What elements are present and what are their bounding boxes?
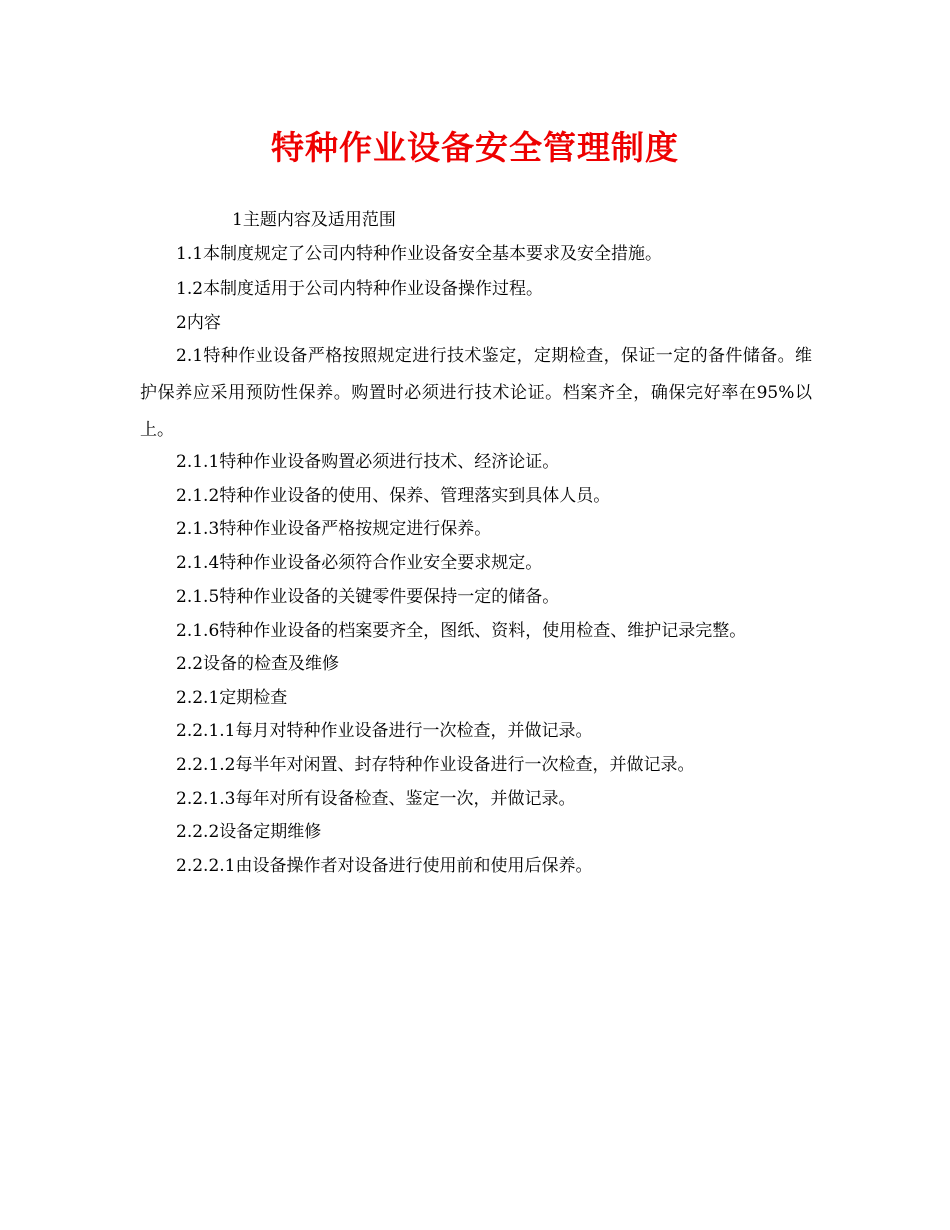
paragraph: 2.1.1特种作业设备购置必须进行技术、经济论证。 bbox=[176, 452, 560, 472]
paragraph: 1.1本制度规定了公司内特种作业设备安全基本要求及安全措施。 bbox=[176, 244, 663, 264]
paragraph: 2.2.1.3每年对所有设备检查、鉴定一次，并做记录。 bbox=[176, 789, 576, 809]
paragraph: 1.2本制度适用于公司内特种作业设备操作过程。 bbox=[176, 279, 544, 299]
paragraph: 2.2.2.1由设备操作者对设备进行使用前和使用后保养。 bbox=[176, 856, 593, 876]
document-title: 特种作业设备安全管理制度 bbox=[271, 128, 679, 167]
paragraph: 2.1.2特种作业设备的使用、保养、管理落实到具体人员。 bbox=[176, 486, 611, 506]
section-heading: 2.2设备的检查及维修 bbox=[176, 654, 340, 674]
paragraph: 2.1.6特种作业设备的档案要齐全，图纸、资料，使用检查、维护记录完整。 bbox=[176, 621, 747, 641]
paragraph: 2.1特种作业设备严格按照规定进行技术鉴定，定期检查，保证一定的备件储备。维护保养应采用预防性保养。购置时必须进行技术论证。档案齐全，确保完好率在95%以上。 bbox=[140, 346, 812, 440]
section-heading: 2内容 bbox=[176, 313, 221, 333]
section-heading: 1主题内容及适用范围 bbox=[232, 210, 396, 230]
paragraph: 2.2.1.1每月对特种作业设备进行一次检查，并做记录。 bbox=[176, 721, 593, 741]
paragraph: 2.1.3特种作业设备严格按规定进行保养。 bbox=[176, 519, 492, 539]
paragraph: 2.1.5特种作业设备的关键零件要保持一定的储备。 bbox=[176, 587, 560, 607]
section-heading: 2.2.2设备定期维修 bbox=[176, 822, 322, 842]
section-heading: 2.2.1定期检查 bbox=[176, 688, 288, 708]
paragraph: 2.2.1.2每半年对闲置、封存特种作业设备进行一次检查，并做记录。 bbox=[176, 755, 695, 775]
paragraph: 2.1.4特种作业设备必须符合作业安全要求规定。 bbox=[176, 553, 543, 573]
